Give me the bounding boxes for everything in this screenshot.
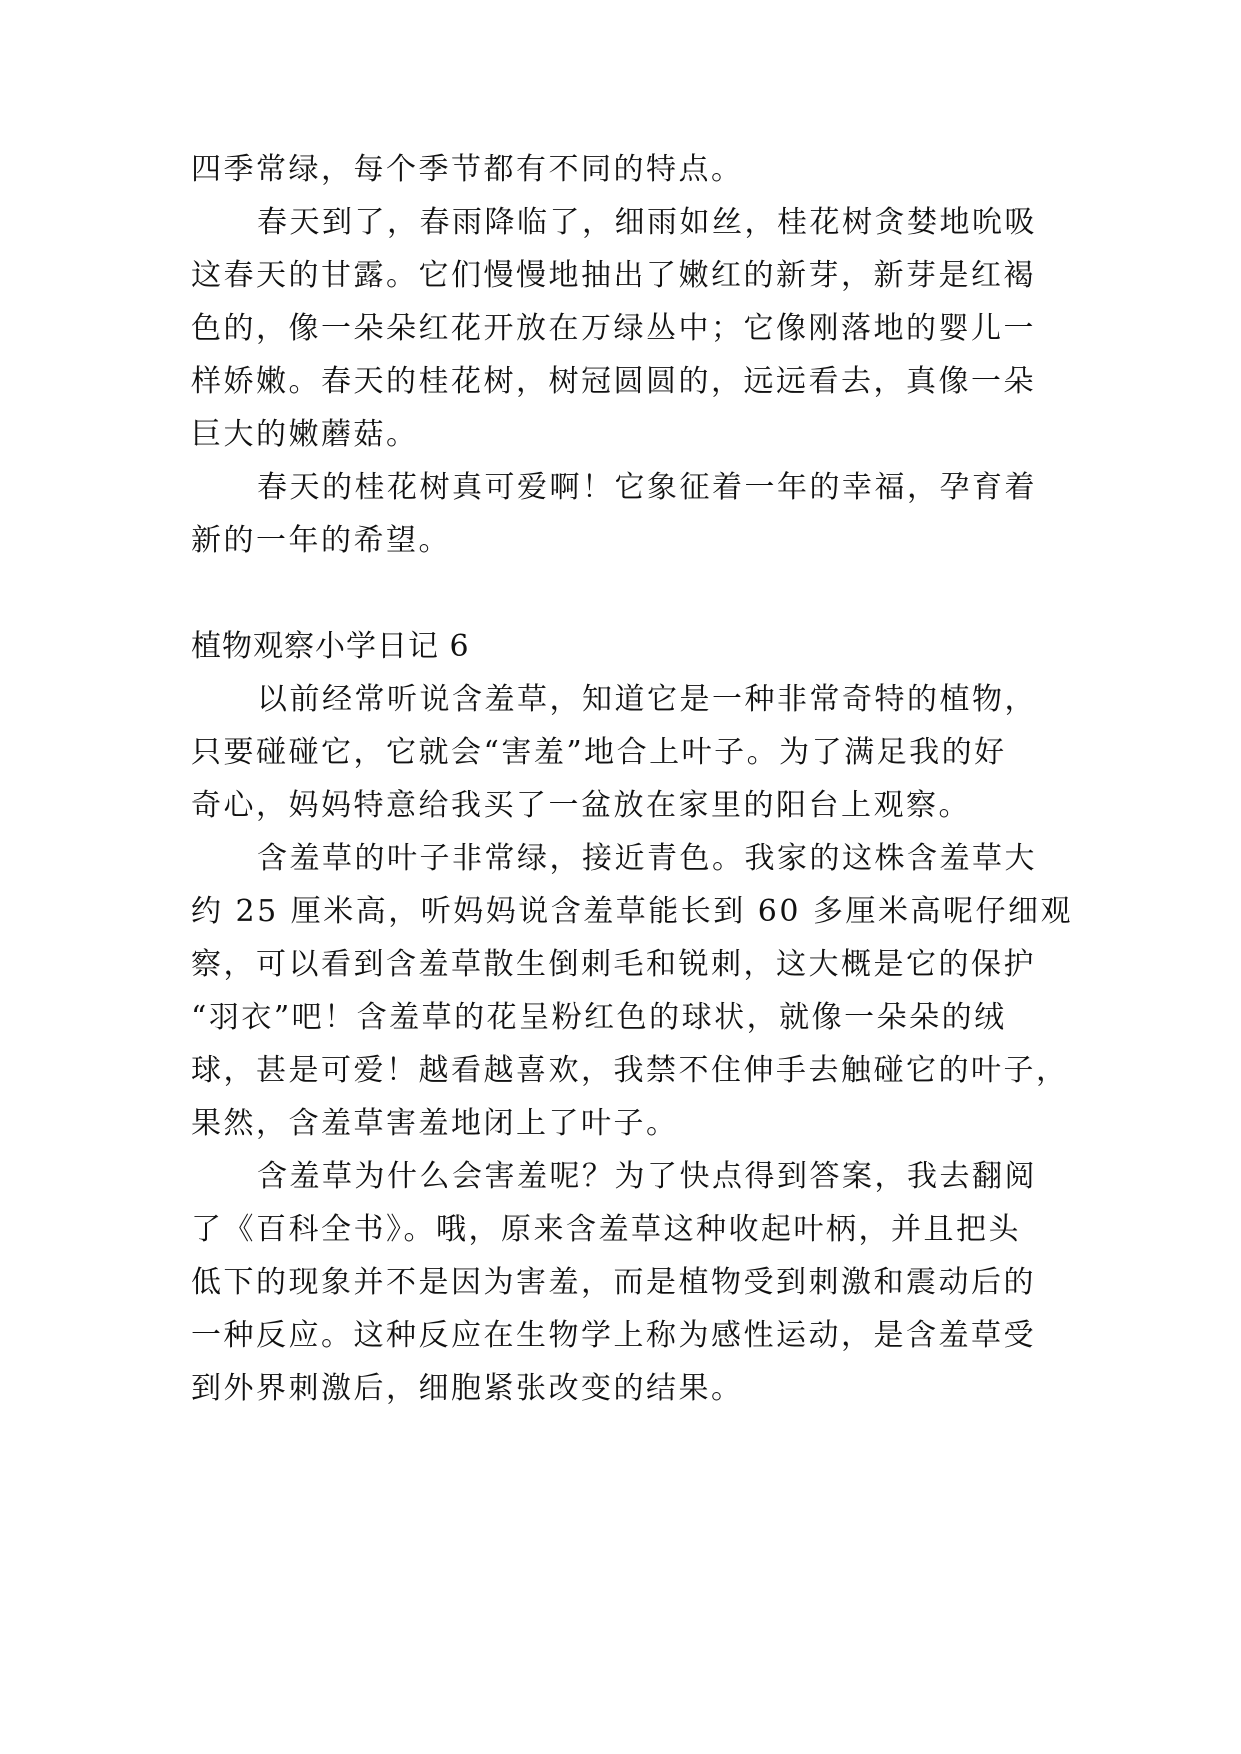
- text-line: 奇心，妈妈特意给我买了一盆放在家里的阳台上观察。: [191, 788, 971, 823]
- paragraph-start: 含羞草为什么会害羞呢？为了快点得到答案，我去翻阅: [257, 1159, 1037, 1194]
- paragraph-start: 以前经常听说含羞草，知道它是一种非常奇特的植物，: [257, 682, 1037, 717]
- text-line: 色的，像一朵朵红花开放在万绿丛中；它像刚落地的婴儿一: [191, 311, 1036, 346]
- text-line: 巨大的嫩蘑菇。: [191, 417, 419, 452]
- text-line: 到外界刺激后，细胞紧张改变的结果。: [191, 1371, 744, 1406]
- text-line: 了《百科全书》。哦，原来含羞草这种收起叶柄，并且把头: [191, 1212, 1021, 1247]
- text-line: 样娇嫩。春天的桂花树，树冠圆圆的，远远看去，真像一朵: [191, 364, 1036, 399]
- text-line: 四季常绿，每个季节都有不同的特点。: [191, 152, 744, 187]
- section-title: 植物观察小学日记 6: [191, 629, 470, 664]
- text-line: 察，可以看到含羞草散生倒刺毛和锐刺，这大概是它的保护: [191, 947, 1036, 982]
- paragraph-start: 春天的桂花树真可爱啊！它象征着一年的幸福，孕育着: [257, 470, 1037, 505]
- paragraph-start: 春天到了，春雨降临了，细雨如丝，桂花树贪婪地吮吸: [257, 205, 1037, 240]
- text-line: 低下的现象并不是因为害羞，而是植物受到刺激和震动后的: [191, 1265, 1036, 1300]
- text-line: “羽衣”吧！含羞草的花呈粉红色的球状，就像一朵朵的绒: [191, 1000, 1007, 1035]
- text-line: 球，甚是可爱！越看越喜欢，我禁不住伸手去触碰它的叶子，: [191, 1053, 1069, 1088]
- text-line: 约 25 厘米高，听妈妈说含羞草能长到 60 多厘米高呢仔细观: [191, 894, 1073, 929]
- text-line: 只要碰碰它，它就会“害羞”地合上叶子。为了满足我的好: [191, 735, 1007, 770]
- text-line: 这春天的甘露。它们慢慢地抽出了嫩红的新芽，新芽是红褐: [191, 258, 1036, 293]
- text-line: 新的一年的希望。: [191, 523, 451, 558]
- paragraph-start: 含羞草的叶子非常绿，接近青色。我家的这株含羞草大: [257, 841, 1037, 876]
- text-line: 一种反应。这种反应在生物学上称为感性运动，是含羞草受: [191, 1318, 1036, 1353]
- text-line: 果然，含羞草害羞地闭上了叶子。: [191, 1106, 679, 1141]
